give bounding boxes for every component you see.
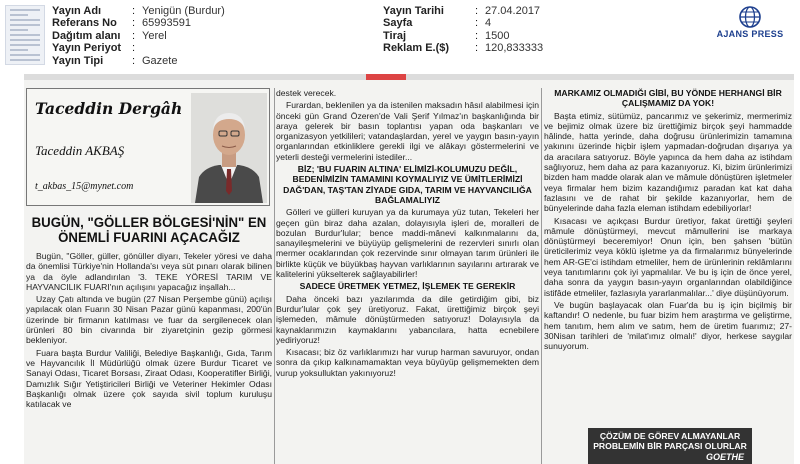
meta-row: Tiraj : 1500 [383,29,510,42]
meta-key: Reklam E.($) [383,42,450,55]
paragraph: Kısacası ve açıkçası Burdur üretiyor, fakat ürettiği şeyleri mâmule dönüştürmeyi, mevcut mâmullerini ise markaya dönüştürmeyi beceremiyor! Onun için, ben şahsen 'bütün üreticilerimiz veya köklü işletme ya da firmalarımız bünyelerinde hem AR-GE'ci istihdam etmeliler, hem de ürünlerinin reklâmlarını veya tanıtımlarını çok iyi yapmalılar. Ve bu iş için de önce yerel, daha sonra da yaygın basın-yayın organlarından olabildiğince istifâde etmeliler, fazlasıyla yararlanmalılar...' diye düşünüyorum. [544,215,792,298]
meta-key: Dağıtım alanı [52,29,121,42]
subheading: BİZ; 'BU FUARIN ALTINA' ELİMİZİ-KOLUMUZU DEĞİL, BEDENİMİZİN TAMAMINI KOYMALIYIZ VE ÜMİTLERİMİZİ DAĞ'DAN, TAŞ'TAN ZİYADE GIDA, TARIM VE HAYVANCILIĞA BAĞLAMALIYIZ [283,164,532,205]
meta-row: Sayfa : 4 [383,17,492,30]
meta-row: Dağıtım alanı : Yerel [52,29,167,42]
meta-value: Yerel [142,29,167,42]
author-portrait-icon [191,93,267,203]
closing-quote: ÇÖZÜM DE GÖREV ALMAYANLAR PROBLEMİN BİR PARÇASI OLURLAR [593,431,747,451]
column-brand: Taceddin Dergâh [35,99,183,118]
meta-key: Yayın Tipi [52,54,104,67]
column-divider [541,88,542,464]
paragraph: Furardan, beklenilen ya da istenilen maksadın hâsıl alabilmesi için önceki gün Grand Özeren'de Vali Şerif Yılmaz'ın başkanlığında bir araya gelerek bir basın toplantısı yapan oda başkanları ve organizasyon yetkilileri; vatandaşlardan, yerel ve yaygın basın-yayın organlarından etkinliklere gerekli ilgi ve alâkayı göstermelerini ve yeterli desteği vermelerini istediler... [276,100,539,162]
meta-value: 1500 [485,29,510,42]
article-headline: BUGÜN, "GÖLLER BÖLGESİ'NİN" EN ÖNEMLİ FUARINI AÇACAĞIZ [31,215,267,245]
newspaper-clipping [24,74,794,464]
meta-row: Yayın Tipi : Gazete [52,54,178,67]
meta-key: Tiraj [383,29,407,42]
clipping-top-strip [24,74,794,80]
metadata-right [383,5,543,55]
subheading: SADECE ÜRETMEK YETMEZ, İŞLEMEK TE GEREKİR [299,281,516,292]
meta-key: Yayın Adı [52,5,102,17]
meta-value: Yenigün (Burdur) [142,5,225,17]
meta-value: Gazete [142,54,178,67]
paragraph: Kısacası; biz öz varlıklarımızı har vurup harman savuruyor, ondan sonra da çıkıp kalkınamamaktan veya büyüyüp gelişmemekten dem vurup yoksulluktan yakınıyoruz! [276,347,539,378]
paragraph: Uzay Çatı altında ve bugün (27 Nisan Perşembe günü) açılışı yapılacak olan Fuarın 30 Nisan Pazar günü kapanması, 200'ün üzerinde bir firmanın katılması ve fuar da sergilenecek olan ürünleri 80 bin civarında bir ziyaretçinin gezip görmesi bekleniyor. [26,294,272,346]
meta-row: Yayın Periyot : [52,42,136,55]
meta-value: 4 [485,17,492,30]
author-email: t_akbas_15@mynet.com [35,181,134,192]
logo-text: AJANS PRESS [716,29,784,39]
meta-key: Yayın Periyot [52,42,122,55]
column-2 [276,88,539,464]
paragraph: destek verecek. [276,88,337,98]
ajans-press-logo [706,6,794,39]
author-photo [191,93,267,203]
meta-key: Sayfa [383,17,413,30]
meta-value: 120,833333 [485,42,544,55]
meta-key: Yayın Tarihi [383,5,444,17]
paragraph: Bugün, "Göller, güller, gönüller diyarı, Tekeler yöresi ve daha da önemlisi Türkiye'nin Hollanda'sı veya süt pınarı olarak bilinen ya da öyle adlandırılan '3. TEKE YÖRESİ TARIM VE HAYVANCILIK FUARI'nın açılışını yapacağız inşallah... [26,251,272,292]
meta-row: Referans No : 65993591 [52,17,191,30]
meta-key: Referans No [52,17,117,30]
meta-row: Reklam E.($) : 120,833333 [383,42,544,55]
column-divider [274,88,275,464]
paragraph: Fuara başta Burdur Valiliği, Belediye Başkanlığı, Gıda, Tarım ve Hayvancılık İl Müdürlüğü olmak üzere Burdur Ticaret ve Sanayi Odası, Ticaret Borsası, Ziraat Odası, Kooperatifler Birliği, Damızlık Sığır Yetiştiricileri Birliği ve Veteriner Hekimler Odası Başkanlığı olmak üzere çok sayıda sivil toplum kuruluşu katılacak ve [26,347,272,410]
clipping-metadata-header [0,0,800,74]
column-3 [544,88,792,464]
column-1 [26,88,272,464]
paragraph: Başta etimiz, sütümüz, pancarımız ve şekerimiz, mermerimiz ve bejimiz olmak üzere biz ürettiğimiz birçok şeyi hammadde hâlinde, hatta yerinde, daha doğrusu ürünlerimizin tamamına yakınını üzerinde hiçbir işlem yapmadan-doğrudan dışarıya ya da aracılara satıyoruz. Böyle yapınca da hem daha az istihdam sağlıyoruz, hem daha az para kazanıyoruz. Ki, bizim ürünlerimizi bizden ham madde olarak alan ve mâmule dönüştüren işletmeler veya firmalar hem bizim kazandığımız paradan kat kat daha fazlasını ve de rahat bir şekilde kazanıyorlar, hem de bünyelerinde daha fazla eleman istihdam edebiliyorlar! [544,110,792,214]
paragraph: Ve bugün başlayacak olan Fuar'da bu iş için biçilmiş bir kaftandır! O nedenle, bu fuar bizim hem araştırma ve geliştirme, hem tanıtım, hem alım ve satım, hem de üretim fuarımız; 27-30Nisan tarihleri de 'milat'ımız olmalı!' diyor, herkese saygılar sunuyorum. [544,299,792,352]
meta-row: Yayın Tarihi : 27.04.2017 [383,5,541,17]
page-thumbnail[interactable] [5,5,45,65]
quote-author: GOETHE [705,452,744,462]
subheading: MARKAMIZ OLMADIĞI GİBİ, BU YÖNDE HERHANGİ BİR ÇALIŞMAMIZ DA YOK! [554,88,782,109]
globe-icon [735,6,765,28]
meta-row: Yayın Adı : Yenigün (Burdur) [52,5,225,17]
paragraph: Gölleri ve gülleri kuruyan ya da kurumaya yüz tutan, Tekeleri her geçen gün biraz daha azalan, dolayısıyla işleri de, moralleri de bozulan Burdur'lular; bence maddi-mânevi kalkınmalarını da, sanayileşmelerini ve büyüyüp gelişmelerini de rezervleri sınırlı olan mermer ocaklarından çok rezervinde sınır olmayan tarım ürünleri ile birlikte küçük ve büyükbaş hayvan varlıklarının sayılarını artırarak ve kalitelerini yükselterek sağlayabilirler! [276,207,539,280]
column-header-box [26,88,270,206]
author-name: Taceddin AKBAŞ [35,143,125,158]
meta-value: 27.04.2017 [485,5,541,17]
meta-value: 65993591 [142,17,191,30]
paragraph: Daha önceki bazı yazılarımda da dile getirdiğim gibi, biz Burdur'lular çok şey üretiyoruz. Fakat, ürettiğimiz birçok şeyi işlemeden, mâmule dönüştürmeden satıyoruz! Dolayısıyla da kaynaklarımızın kaymaklarını yabancılara, hatta ecnebilere yediriyoruz! [276,293,539,345]
closing-quote-box [588,428,752,464]
metadata-left [52,5,225,67]
